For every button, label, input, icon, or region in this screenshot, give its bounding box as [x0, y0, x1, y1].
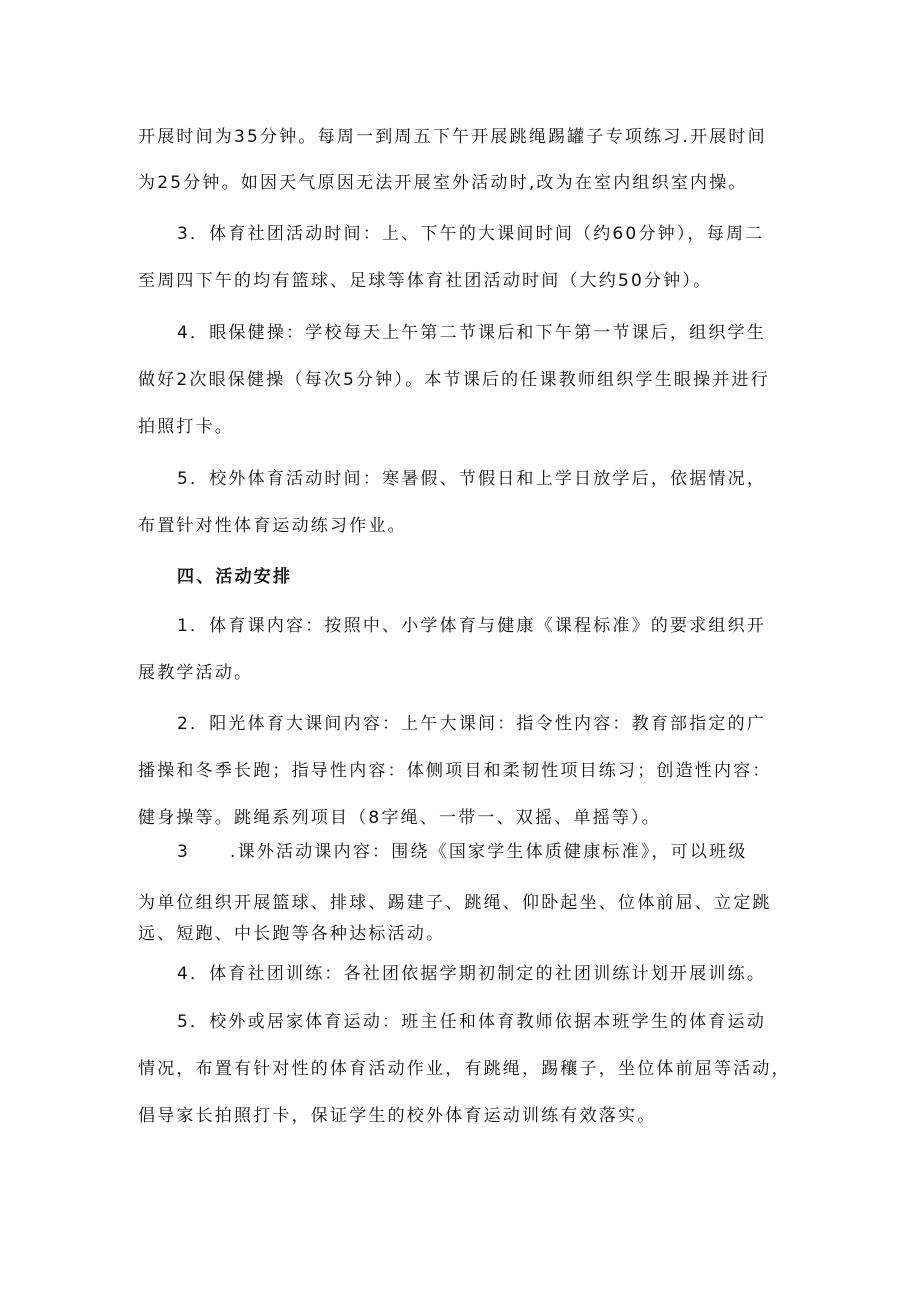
text-line — [138, 837, 794, 862]
paragraph-intro-continuation — [138, 122, 794, 193]
text-line: 远、短跑、中长跑等各种达标活动。 — [138, 924, 446, 944]
text-line: 情况，布置有针对性的体育活动作业，有跳绳，踢穰子，坐位体前屈等活动， — [138, 1059, 791, 1079]
text-line: 至周四下午的均有篮球、足球等体育社团活动时间（大约50分钟）。 — [138, 271, 713, 291]
paragraph-item-3 — [138, 219, 794, 291]
text-line: 为25分钟。如因天气原因无法开展室外活动时,改为在室内组织室内操。 — [138, 173, 748, 193]
text-line: 3．体育社团活动时间：上、下午的大课间时间（约60分钟），每周二 — [177, 224, 765, 244]
paragraph-activity-2 — [138, 709, 794, 828]
text-line: 健身操等。跳绳系列项目（8字绳、一带一、双摇、单摇等）。 — [138, 808, 661, 828]
section-heading: 四、活动安排 — [177, 567, 293, 587]
text-line: 4．体育社团训练：各社团依据学期初制定的社团训练计划开展训练。 — [177, 964, 767, 984]
text-line: 开展时间为35分钟。每周一到周五下午开展跳绳踢罐子专项练习.开展时间 — [138, 127, 767, 147]
item-text: .课外活动课内容：围绕《国家学生体质健康标准》，可以班级 — [230, 842, 748, 862]
item-number: 3 — [177, 842, 191, 862]
text-line: 展教学活动。 — [138, 663, 254, 683]
text-line: 为单位组织开展篮球、排球、踢建子、跳绳、仰卧起坐、位体前屈、立定跳 — [138, 893, 772, 913]
text-line: 5．校外体育活动时间：寒暑假、节假日和上学日放学后，依据情况， — [177, 469, 767, 489]
text-line: 5．校外或居家体育运动：班主任和体育教师依据本班学生的体育运动 — [177, 1012, 767, 1032]
text-line: 布置针对性体育运动练习作业。 — [138, 516, 407, 536]
text-line: 1．体育课内容：按照中、小学体育与健康《课程标准》的要求组织开 — [177, 616, 767, 636]
text-line: 拍照打卡。 — [138, 417, 234, 437]
text-line: 2．阳光体育大课间内容：上午大课间：指令性内容：教育部指定的广 — [177, 714, 767, 734]
paragraph-activity-3 — [138, 837, 794, 944]
text-line: 做好2次眼保健操（每次5分钟）。本节课后的任课教师组织学生眼操并进行 — [138, 370, 770, 390]
paragraph-item-4 — [138, 318, 794, 437]
paragraph-activity-5 — [138, 1007, 794, 1126]
text-line: 播操和冬季长跑；指导性内容：体侧项目和柔韧性项目练习；创造性内容： — [138, 761, 772, 781]
paragraph-activity-4 — [138, 959, 794, 984]
text-line: 倡导家长拍照打卡，保证学生的校外体育运动训练有效落实。 — [138, 1106, 657, 1126]
text-line: 4．眼保健操：学校每天上午第二节课后和下午第一节课后，组织学生 — [177, 323, 767, 343]
paragraph-activity-1 — [138, 611, 794, 683]
paragraph-item-5 — [138, 464, 794, 536]
